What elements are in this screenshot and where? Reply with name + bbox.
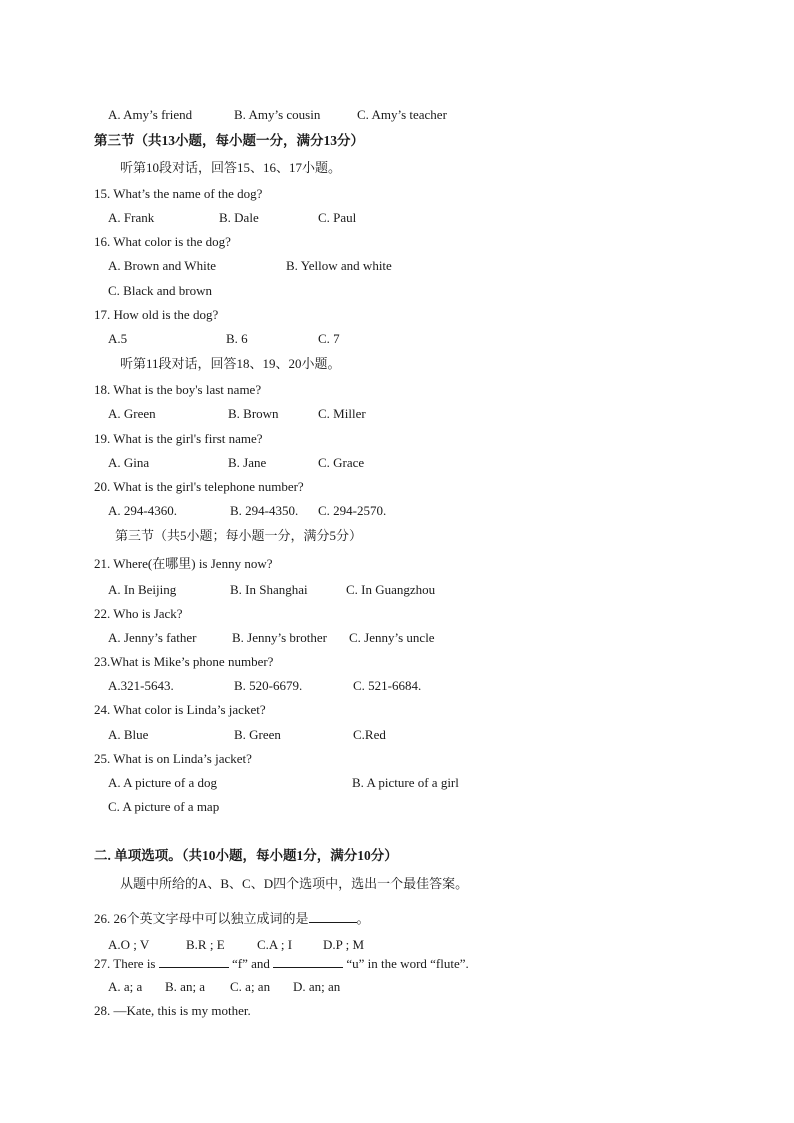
instruction-dialog-11: 听第11段对话，回答18、19、20小题。 bbox=[120, 356, 341, 371]
q18-option-a: A. Green bbox=[108, 406, 156, 421]
q19-option-b: B. Jane bbox=[228, 455, 267, 470]
q24-option-a: A. Blue bbox=[108, 727, 149, 742]
q18-text: 18. What is the boy's last name? bbox=[94, 382, 262, 397]
q27-option-a: A. a; a bbox=[108, 979, 143, 994]
q26-option-a: A.O ; V bbox=[108, 937, 150, 952]
q27-text-a: 27. There is bbox=[94, 956, 156, 971]
part2-title: 二. 单项选项。（共10小题，每小题1分，满分10分） bbox=[94, 848, 398, 863]
q16-option-c: C. Black and brown bbox=[108, 283, 212, 298]
q28-text: 28. —Kate, this is my mother. bbox=[94, 1003, 251, 1018]
q16-text: 16. What color is the dog? bbox=[94, 234, 231, 249]
q26-option-b: B.R ; E bbox=[186, 937, 225, 952]
q17-option-c: C. 7 bbox=[318, 331, 340, 346]
q20-option-c: C. 294-2570. bbox=[318, 503, 387, 518]
q15-option-c: C. Paul bbox=[318, 210, 357, 225]
q23-option-b: B. 520-6679. bbox=[234, 678, 303, 693]
q25-option-b: B. A picture of a girl bbox=[352, 775, 459, 790]
q22-option-a: A. Jenny’s father bbox=[108, 630, 197, 645]
q26-answer-blank bbox=[309, 910, 357, 923]
q25-option-c: C. A picture of a map bbox=[108, 799, 220, 814]
q19-text: 19. What is the girl's first name? bbox=[94, 431, 263, 446]
q16-option-a: A. Brown and White bbox=[108, 258, 217, 273]
q20-option-b: B. 294-4350. bbox=[230, 503, 299, 518]
q18-option-c: C. Miller bbox=[318, 406, 366, 421]
q24-text: 24. What color is Linda’s jacket? bbox=[94, 702, 266, 717]
q14-option-b: B. Amy’s cousin bbox=[234, 107, 321, 122]
q27-text-b: “f” and bbox=[232, 956, 270, 971]
q21-option-c: C. In Guangzhou bbox=[346, 582, 436, 597]
q17-option-b: B. 6 bbox=[226, 331, 248, 346]
q15-option-b: B. Dale bbox=[219, 210, 259, 225]
q23-option-a: A.321-5643. bbox=[108, 678, 174, 693]
q15-option-a: A. Frank bbox=[108, 210, 155, 225]
q21-option-b: B. In Shanghai bbox=[230, 582, 308, 597]
q18-option-b: B. Brown bbox=[228, 406, 279, 421]
q24-option-b: B. Green bbox=[234, 727, 281, 742]
q19-option-a: A. Gina bbox=[108, 455, 150, 470]
q26-text-before: 26. 26个英文字母中可以独立成词的是 bbox=[94, 911, 309, 926]
q26-text-after: 。 bbox=[356, 911, 370, 926]
q27-option-c: C. a; an bbox=[230, 979, 271, 994]
q26-option-d: D.P ; M bbox=[323, 937, 365, 952]
q23-option-c: C. 521-6684. bbox=[353, 678, 422, 693]
section3b-title: 第三节（共5小题；每小题一分，满分5分） bbox=[115, 528, 363, 543]
q15-text: 15. What’s the name of the dog? bbox=[94, 186, 263, 201]
q14-option-a: A. Amy’s friend bbox=[108, 107, 193, 122]
q27-option-d: D. an; an bbox=[293, 979, 341, 994]
q27-text-c: “u” in the word “flute”. bbox=[346, 956, 469, 971]
q20-text: 20. What is the girl's telephone number? bbox=[94, 479, 304, 494]
q27-blank-1 bbox=[159, 955, 229, 968]
q22-text: 22. Who is Jack? bbox=[94, 606, 183, 621]
q17-option-a: A.5 bbox=[108, 331, 128, 346]
q26-option-c: C.A ; I bbox=[257, 937, 293, 952]
q22-option-c: C. Jenny’s uncle bbox=[349, 630, 435, 645]
q21-text: 21. Where(在哪里) is Jenny now? bbox=[94, 556, 273, 571]
section3-title: 第三节（共13小题，每小题一分，满分13分） bbox=[94, 133, 364, 148]
instruction-dialog-10: 听第10段对话，回答15、16、17小题。 bbox=[120, 160, 342, 175]
q23-text: 23.What is Mike’s phone number? bbox=[94, 654, 274, 669]
q19-option-c: C. Grace bbox=[318, 455, 365, 470]
q17-text: 17. How old is the dog? bbox=[94, 307, 219, 322]
q25-option-a: A. A picture of a dog bbox=[108, 775, 218, 790]
q27-blank-2 bbox=[273, 955, 343, 968]
q21-option-a: A. In Beijing bbox=[108, 582, 177, 597]
q20-option-a: A. 294-4360. bbox=[108, 503, 177, 518]
q26-text bbox=[94, 910, 370, 927]
part2-instruction: 从题中所给的A、B、C、D四个选项中，选出一个最佳答案。 bbox=[120, 876, 469, 891]
q14-option-c: C. Amy’s teacher bbox=[357, 107, 447, 122]
q25-text: 25. What is on Linda’s jacket? bbox=[94, 751, 252, 766]
q27-text bbox=[94, 955, 469, 972]
q27-option-b: B. an; a bbox=[165, 979, 206, 994]
q16-option-b: B. Yellow and white bbox=[286, 258, 392, 273]
q22-option-b: B. Jenny’s brother bbox=[232, 630, 327, 645]
q24-option-c: C.Red bbox=[353, 727, 386, 742]
